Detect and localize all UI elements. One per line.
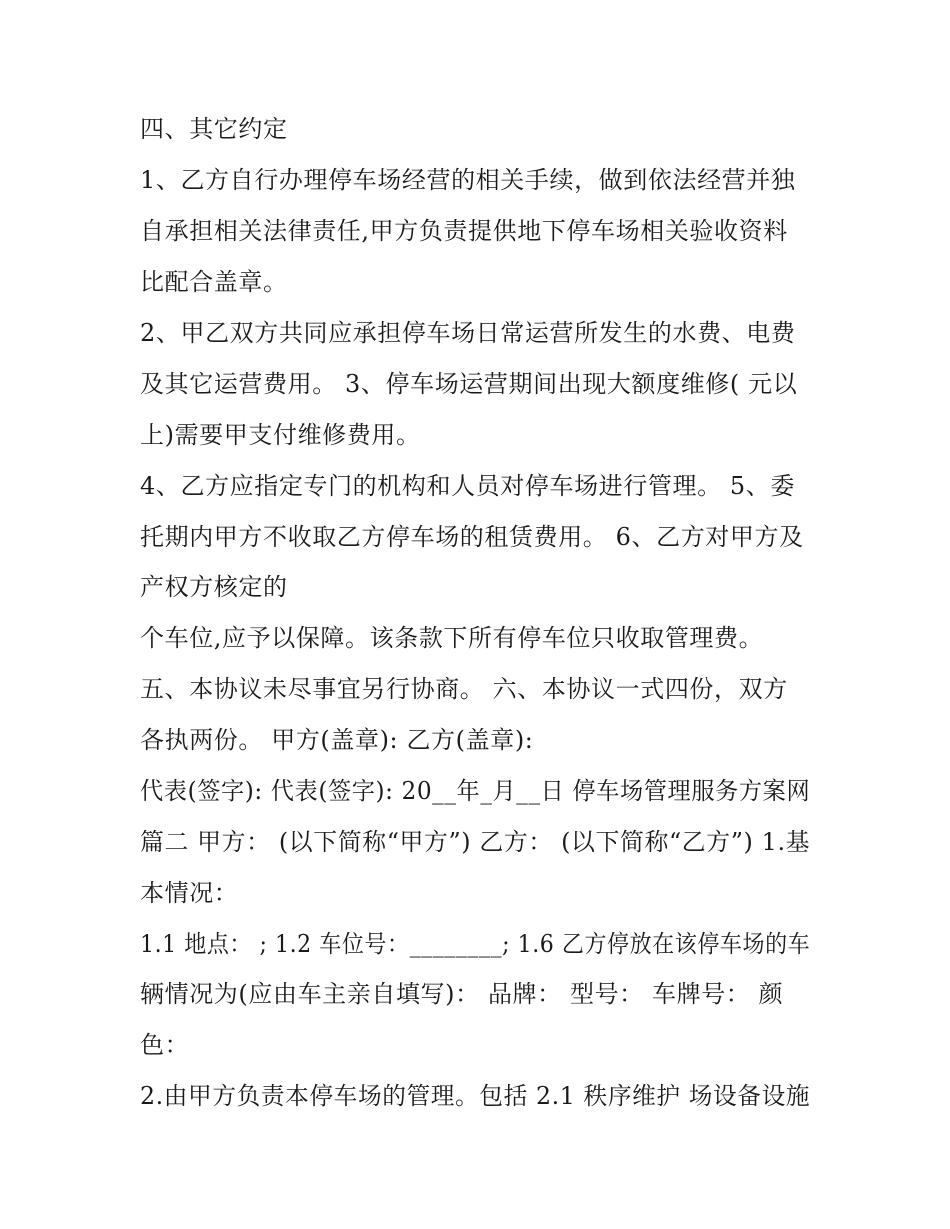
text-line: 本情况： — [140, 879, 239, 907]
text-line: 2、甲乙双方共同应承担停车场日常运营所发生的水费、电费 — [140, 319, 796, 347]
text-line: 篇二 甲方： (以下简称“甲方”) 乙方： (以下简称“乙方”) 1.基 — [140, 828, 811, 856]
text-line: 1.1 地点： ; 1.2 车位号：________; 1.6 乙方停放在该停车场的车 — [140, 930, 811, 958]
text-line: 1、乙方自行办理停车场经营的相关手续，做到依法经营并独 — [140, 166, 796, 194]
text-line: 个车位,应予以保障。该条款下所有停车位只收取管理费。 — [140, 624, 764, 652]
text-line: 2.由甲方负责本停车场的管理。包括 2.1 秩序维护 场设备设施 — [140, 1082, 811, 1110]
section-heading: 四、其它约定 — [140, 115, 288, 143]
text-line: 各执两份。 甲方(盖章): 乙方(盖章): — [140, 726, 534, 754]
text-line: 上)需要甲支付维修费用。 — [140, 421, 421, 449]
text-line: 色： — [140, 1031, 190, 1059]
text-line: 辆情况为(应由车主亲自填写)： 品牌： 型号： 车牌号： 颜 — [140, 980, 784, 1008]
text-line: 自承担相关法律责任,甲方负责提供地下停车场相关验收资料 — [140, 217, 788, 245]
text-line: 及其它运营费用。 3、停车场运营期间出现大额度维修( 元以 — [140, 370, 798, 398]
text-line: 比配合盖章。 — [140, 268, 288, 296]
text-line: 五、本协议未尽事宜另行协商。 六、本协议一式四份，双方 — [140, 675, 788, 703]
text-line: 代表(签字): 代表(签字): 20__年_月__日 停车场管理服务方案网 — [140, 777, 811, 805]
text-line: 产权方核定的 — [140, 573, 288, 601]
text-line: 托期内甲方不收取乙方停车场的租赁费用。 6、乙方对甲方及 — [140, 523, 804, 551]
text-line: 4、乙方应指定专门的机构和人员对停车场进行管理。 5、委 — [140, 472, 795, 500]
